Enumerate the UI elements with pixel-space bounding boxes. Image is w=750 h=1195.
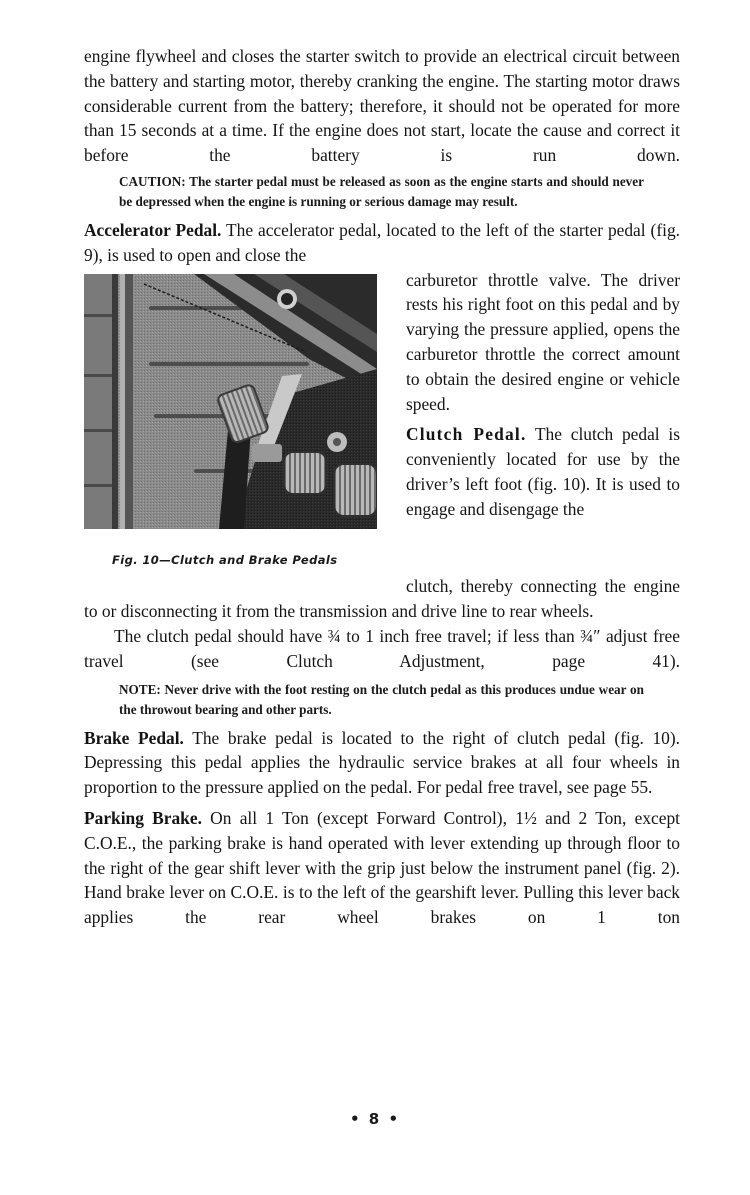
figure-10 [84,274,384,573]
accelerator-pedal-continued: carburetor throttle valve. The driver rests his right foot on this pedal and by varying the pressure applied, opens the carburetor throttle the correct amount to obtain the desired engine or vehicle speed. [406,269,680,414]
caution-label: CAUTION: [119,173,186,189]
clutch-brake-pedals-photo [84,274,377,529]
manual-page [84,44,680,930]
note-label: NOTE: [119,681,161,697]
brake-pedal-text: The brake pedal is located to the right of clutch pedal (fig. 10). Depressing this pedal applies the hydraulic service brakes at all four wheels in proportion to the pressure applied on the pedal. For pedal free travel, see page 55. [84,727,681,798]
accelerator-pedal-paragraph [84,218,680,268]
note-text: Never drive with the foot resting on the clutch pedal as this produces undue wear on the throwout bearing and other parts. [119,681,644,717]
caution-text: The starter pedal must be released as soon as the engine starts and should never be depressed when the engine is running or serious damage may result. [119,173,644,209]
note-notice [119,680,644,720]
clutch-pedal-continued: clutch, thereby connecting the engine to or disconnecting it from the transmission and drive line to rear wheels. [84,576,680,622]
brake-pedal-paragraph [84,726,680,800]
brake-pedal-heading: Brake Pedal. [84,727,184,748]
caution-notice [119,172,644,212]
clutch-free-travel-paragraph: The clutch pedal should have ¾ to 1 inch free travel; if less than ¾″ adjust free travel (see Clutch Adjustment, page 41). [84,625,680,671]
page-number: • 8 • [349,1110,401,1128]
parking-brake-heading: Parking Brake. [84,807,202,828]
intro-paragraph: engine flywheel and closes the starter switch to provide an electrical circuit between the battery and starting motor, thereby cranking the engine. The starting motor draws considerable current from the battery; therefore, it should not be operated for more than 15 seconds at a time. If the engine does not start, locate the cause and correct it before the battery is run down. [84,46,680,166]
clutch-pedal-heading: Clutch Pedal. [406,424,527,445]
clutch-pedal-text: The clutch pedal is conveniently located for use by the driver’s left foot (fig. 10). It is used to engage and disengage the [406,424,680,519]
figure-caption: Fig. 10—Clutch and Brake Pedals [112,552,338,567]
parking-brake-paragraph [84,806,680,930]
accelerator-pedal-text: The accelerator pedal, located to the left of the starter pedal (fig. 9), is used to open and close the [84,219,680,265]
parking-brake-text: On all 1 Ton (except Forward Control), 1½ and 2 Ton, except C.O.E., the parking brake is hand operated with lever extending up through floor to the right of the gear shift lever with the grip just below the instrument panel (fig. 2). Hand brake lever on C.O.E. is to the left of the gearshift lever. Pulling this lever back applies the rear wheel brakes on 1 ton [84,807,680,928]
accelerator-pedal-heading: Accelerator Pedal. [84,219,222,240]
